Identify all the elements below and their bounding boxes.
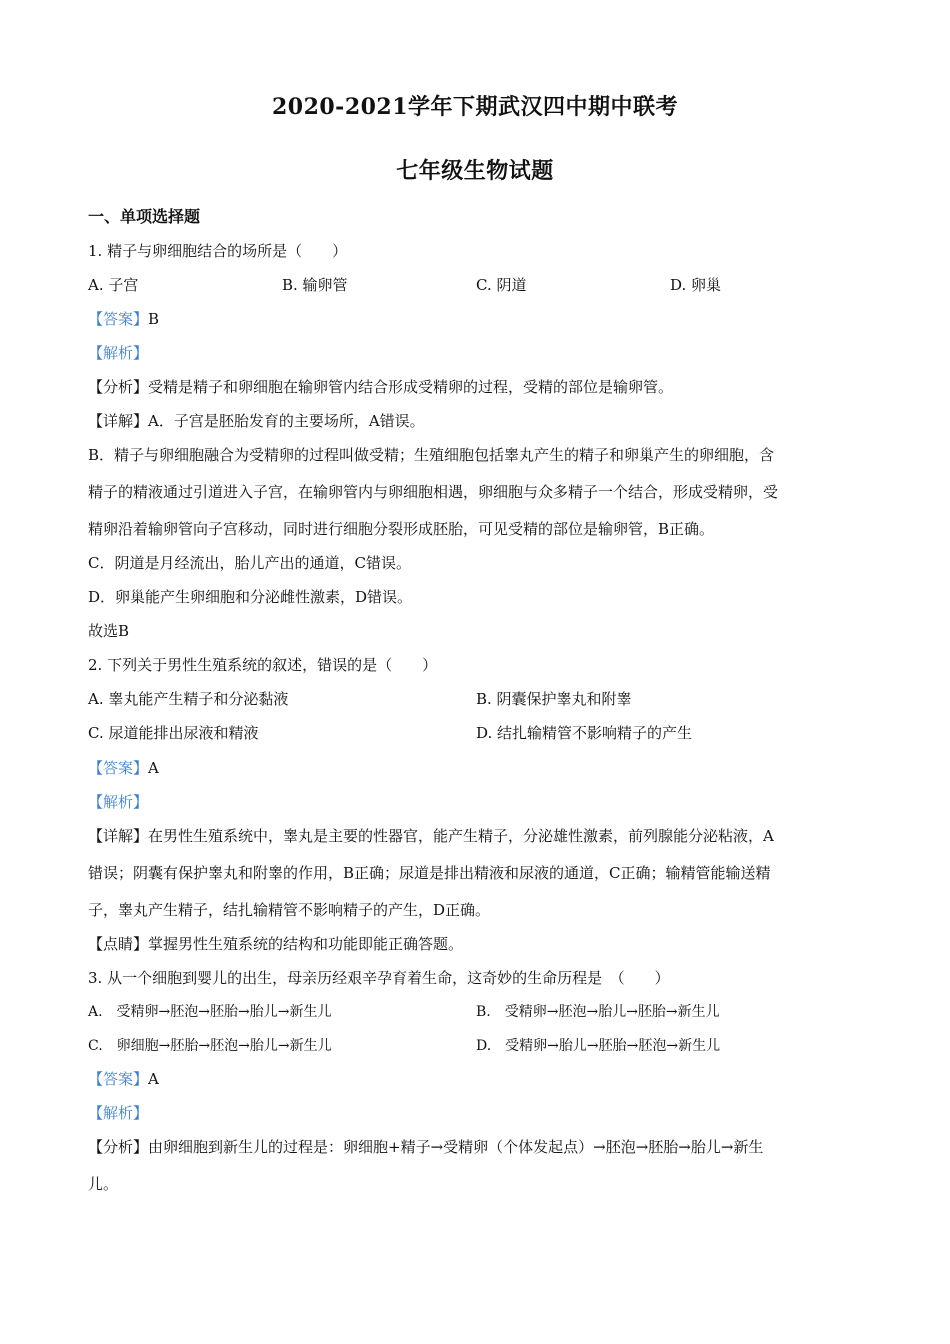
q3-fenxi-line2: 儿。 xyxy=(88,1175,119,1193)
q1-detail-b-line1: B．精子与卵细胞融合为受精卵的过程叫做受精；生殖细胞包括睾丸产生的精子和卵巢产生的卵细胞，含 xyxy=(88,446,775,464)
exam-title: 2020-2021学年下期武汉四中期中联考 xyxy=(271,94,679,120)
question-1-options xyxy=(88,274,868,296)
fenxi-text: 受精是精子和卵细胞在输卵管内结合形成受精卵的过程，受精的部位是输卵管。 xyxy=(148,378,674,396)
q2-option-a: A. 睾丸能产生精子和分泌黏液 xyxy=(88,690,289,708)
section-heading: 一、单项选择题 xyxy=(88,207,201,226)
exam-subtitle: 七年级生物试题 xyxy=(396,158,554,184)
q1-option-b: B. 输卵管 xyxy=(282,276,348,294)
q1-fenxi xyxy=(88,376,868,398)
q2-option-c: C. 尿道能排出尿液和精液 xyxy=(88,724,259,742)
answer-tag: 【答案】 xyxy=(88,1070,149,1088)
q1-analysis-tag: 【解析】 xyxy=(88,344,149,362)
answer-value: A xyxy=(148,759,159,777)
fenxi-text: 由卵细胞到新生儿的过程是：卵细胞+精子→受精卵（个体发起点）→胚泡→胚胎→胎儿→新生 xyxy=(148,1138,764,1156)
q1-conclusion: 故选B xyxy=(88,622,130,640)
fenxi-tag: 【分析】 xyxy=(88,378,149,396)
question-1-stem: 1. 精子与卵细胞结合的场所是（ ） xyxy=(88,242,348,260)
q3-answer xyxy=(88,1068,868,1090)
q3-analysis-tag: 【解析】 xyxy=(88,1104,149,1122)
question-2-stem: 2. 下列关于男性生殖系统的叙述，错误的是（ ） xyxy=(88,656,438,674)
q3-option-b: B. 受精卵→胚泡→胎儿→胚胎→新生儿 xyxy=(476,1004,720,1020)
q2-option-b: B. 阴囊保护睾丸和附睾 xyxy=(476,690,632,708)
q1-option-d: D. 卵巢 xyxy=(670,276,722,294)
q1-detail-a xyxy=(88,410,868,432)
detail-text: A．子宫是胚胎发育的主要场所，A错误。 xyxy=(148,412,425,430)
q1-option-a: A. 子宫 xyxy=(88,276,139,294)
q2-detail-line1 xyxy=(88,825,868,847)
question-3-options-row2 xyxy=(88,1035,868,1057)
q2-answer xyxy=(88,757,868,779)
q1-detail-b-line3: 精卵沿着输卵管向子宫移动，同时进行细胞分裂形成胚胎，可见受精的部位是输卵管，B正确。 xyxy=(88,520,715,538)
q3-option-d: D. 受精卵→胎儿→胚胎→胚泡→新生儿 xyxy=(476,1038,721,1054)
question-2-options-row1 xyxy=(88,688,868,710)
question-2-options-row2 xyxy=(88,722,868,744)
q1-detail-c: C．阴道是月经流出，胎儿产出的通道，C错误。 xyxy=(88,554,411,572)
q2-detail-line3: 子，睾丸产生精子，结扎输精管不影响精子的产生，D正确。 xyxy=(88,901,491,919)
q1-option-c: C. 阴道 xyxy=(476,276,527,294)
detail-text: 在男性生殖系统中，睾丸是主要的性器官，能产生精子，分泌雄性激素，前列腺能分泌粘液，A xyxy=(148,827,774,845)
detail-tag: 【详解】 xyxy=(88,827,149,845)
q2-dianjing xyxy=(88,933,868,955)
answer-value: A xyxy=(148,1070,159,1088)
q1-answer xyxy=(88,308,868,330)
question-3-options-row1 xyxy=(88,1001,868,1023)
q1-detail-b-line2: 精子的精液通过引道进入子宫，在输卵管内与卵细胞相遇，卵细胞与众多精子一个结合，形成受精卵，受 xyxy=(88,483,779,501)
detail-tag: 【详解】 xyxy=(88,412,149,430)
question-3-stem: 3. 从一个细胞到婴儿的出生，母亲历经艰辛孕育着生命，这奇妙的生命历程是 （ ） xyxy=(88,969,670,987)
dianjing-tag: 【点睛】 xyxy=(88,935,149,953)
answer-tag: 【答案】 xyxy=(88,759,149,777)
q1-detail-d: D．卵巢能产生卵细胞和分泌雌性激素，D错误。 xyxy=(88,588,413,606)
dianjing-text: 掌握男性生殖系统的结构和功能即能正确答题。 xyxy=(148,935,464,953)
answer-value: B xyxy=(148,310,160,328)
q2-analysis-tag: 【解析】 xyxy=(88,793,149,811)
q2-option-d: D. 结扎输精管不影响精子的产生 xyxy=(476,724,693,742)
q3-option-a: A. 受精卵→胚泡→胚胎→胎儿→新生儿 xyxy=(88,1004,332,1020)
q3-option-c: C. 卵细胞→胚胎→胚泡→胎儿→新生儿 xyxy=(88,1038,332,1054)
q2-detail-line2: 错误；阴囊有保护睾丸和附睾的作用，B正确；尿道是排出精液和尿液的通道，C正确；输精管能输送精 xyxy=(88,864,771,882)
answer-tag: 【答案】 xyxy=(88,310,149,328)
fenxi-tag: 【分析】 xyxy=(88,1138,149,1156)
q3-fenxi-line1 xyxy=(88,1136,868,1158)
